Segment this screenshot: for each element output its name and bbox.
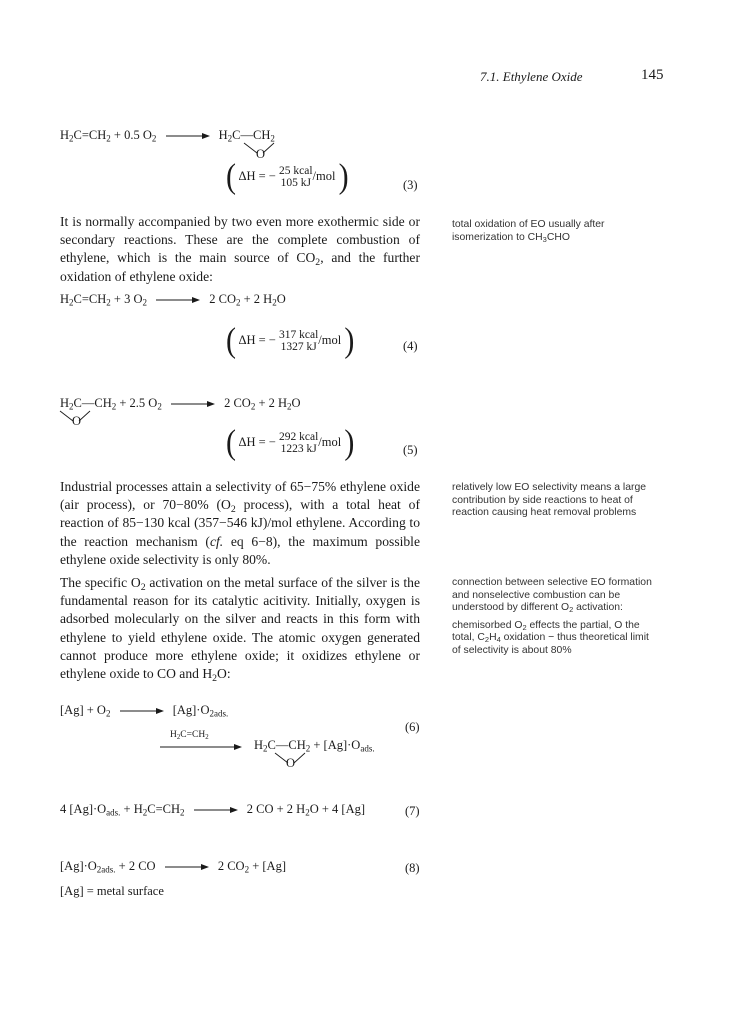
reaction-arrow [120, 707, 164, 715]
running-header-title: 7.1. Ethylene Oxide [480, 69, 583, 84]
reaction-arrow [166, 132, 210, 140]
equation-7-number: (7) [405, 804, 420, 818]
equation-8-number: (8) [405, 861, 420, 875]
equation-3-enthalpy: ( ΔH = − 25 kcal 105 kJ/mol ) [226, 157, 349, 196]
equation-6-number: (6) [405, 720, 420, 734]
equation-5-number: (5) [403, 443, 418, 457]
equation-6-line1: $[Ag] + O_2$ $[Ag]\cdot O_{2ads.}$ [60, 703, 229, 719]
equation-3-number: (3) [403, 178, 418, 192]
equation-3-reaction: $H_2C=CH_2 + 0.5$ $O_2$ $H_2C—CH_2$ [60, 128, 275, 144]
equation-5-reaction: $H_2C—CH_2 + 2.5$ $O_2$ 2 $CO_2 + 2$ $H_2O$ [60, 396, 301, 412]
reaction-arrow [165, 863, 209, 871]
equation-4-reaction: $H_2C=CH_2 + 3$ $O_2$ 2 $CO_2 + 2$ $H_2O$ [60, 292, 286, 308]
equation-4-enthalpy: ( ΔH = − 317 kcal 1327 kJ/mol ) [226, 321, 355, 360]
paragraph-selectivity: Industrial processes attain a selectivity of 65−75% ethylene oxide (air process), or 70−80% ($O_2$ process), with a total heat of reaction of 85−130 kcal (357−546 kJ)/mol ethylene. According to the reaction mechanism (cf. eq 6−8), the maximum possible ethylene oxide selectivity is only 80%. [60, 479, 420, 567]
reaction-arrow [171, 400, 215, 408]
equation-7-reaction: 4 $[Ag]\cdot O_{ads.} + H_2C=CH_2$ 2 CO + 2 $H_2O + 4$ [Ag] [60, 802, 366, 818]
equation-4-number: (4) [403, 339, 418, 353]
reaction-arrow [194, 806, 238, 814]
epoxide-oxygen: O [72, 414, 82, 428]
epoxide-oxygen: O [286, 756, 296, 770]
margin-note-activation: connection between selective EO formation and nonselective combustion can be understood by different $O_2$ activation: chemisorbed $O_2$ effects the partial, O the total, $C_2H_4$ oxidation − thus theoretical limit of selectivity is about 80% [452, 577, 652, 656]
reaction-arrow [156, 296, 200, 304]
equation-8-reaction: $[Ag]\cdot O_{2ads.} + 2$ CO 2 $CO_2 + [Ag]$ [60, 859, 286, 875]
paragraph-side-reactions: It is normally accompanied by two even more exothermic side or secondary reactions. These are the complete combustion of ethylene, which is the main source of $CO_2$, and the further oxidation of ethylene oxide: [60, 214, 420, 284]
epoxide-oxygen: O [256, 147, 266, 161]
margin-note-low-selectivity: relatively low EO selectivity means a large contribution by side reactions to heat of reaction causing heat removal problems [452, 482, 647, 519]
legend-metal-surface: [Ag] = metal surface [60, 884, 164, 898]
equation-6-line2: $H_2C—CH_2 + [Ag]\cdot O_{ads.}$ [254, 738, 375, 754]
page-number: 145 [641, 67, 664, 83]
arrow-label-ethylene: $H_2C=CH_2$ [170, 730, 209, 742]
equation-5-enthalpy: ( ΔH = − 292 kcal 1223 kJ/mol ) [226, 423, 355, 462]
reaction-arrow [160, 743, 242, 751]
paragraph-activation: The specific $O_2$ activation on the metal surface of the silver is the fundamental reason for its catalytic acitivity. Initially, oxygen is adsorbed molecularly on the silver and reacts in this form with ethylene to yield ethylene oxide. The atomic oxygen generated cannot produce more ethylene oxide; it oxidizes ethylene or ethylene oxide to CO and $H_2O$: [60, 575, 420, 684]
margin-note-total-oxidation: total oxidation of EO usually after isomerization to $CH_3CHO$ [452, 219, 605, 244]
